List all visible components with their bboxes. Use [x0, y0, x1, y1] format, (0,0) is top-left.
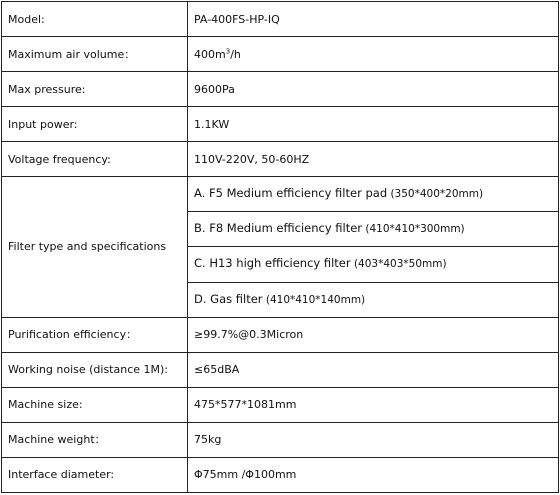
label-purification-efficiency: Purification efficiency：	[2, 317, 188, 352]
filter-a-spec: (350*400*20mm)	[387, 188, 484, 201]
value-working-noise: ≤65dBA	[188, 352, 559, 387]
filter-a-name: A. F5 Medium efficiency filter pad	[194, 186, 388, 201]
filter-d-name: D. Gas filter	[194, 291, 263, 306]
table-row-air-volume	[2, 37, 559, 72]
label-filter-type: Filter type and specifications	[2, 177, 188, 317]
value-model: PA-400FS-HP-IQ	[188, 2, 559, 37]
value-filter-c	[188, 247, 559, 282]
value-filter-b	[188, 212, 559, 247]
table-row-interface-diameter	[2, 457, 559, 492]
value-filter-d	[188, 282, 559, 317]
value-input-power: 1.1KW	[188, 107, 559, 142]
table-row-input-power	[2, 107, 559, 142]
value-air-volume	[188, 37, 559, 72]
table-row-machine-weight	[2, 422, 559, 457]
label-voltage-frequency: Voltage frequency:	[2, 142, 188, 177]
label-interface-diameter: Interface diameter:	[2, 457, 188, 492]
table-row-machine-size	[2, 387, 559, 422]
table-row-voltage-frequency	[2, 142, 559, 177]
table-row-purification-efficiency	[2, 317, 559, 352]
table-row-max-pressure	[2, 72, 559, 107]
air-volume-unit: /h	[230, 47, 241, 61]
table-row-filter-a	[2, 177, 559, 212]
value-interface-diameter: Φ75mm /Φ100mm	[188, 457, 559, 492]
label-working-noise: Working noise (distance 1M):	[2, 352, 188, 387]
label-max-pressure: Max pressure:	[2, 72, 188, 107]
filter-b-name: B. F8 Medium efficiency filter	[194, 221, 363, 236]
value-machine-weight: 75kg	[188, 422, 559, 457]
value-purification-efficiency: ≥99.7%@0.3Micron	[188, 317, 559, 352]
filter-c-spec: (403*403*50mm)	[350, 258, 447, 271]
value-max-pressure: 9600Pa	[188, 72, 559, 107]
air-volume-number: 400m	[194, 47, 226, 61]
label-air-volume: Maximum air volume：	[2, 37, 188, 72]
label-input-power: Input power:	[2, 107, 188, 142]
value-voltage-frequency: 110V-220V, 50-60HZ	[188, 142, 559, 177]
air-volume-exponent: 3	[225, 46, 231, 55]
value-machine-size: 475*577*1081mm	[188, 387, 559, 422]
label-machine-weight: Machine weight：	[2, 422, 188, 457]
label-model: Model:	[2, 2, 188, 37]
value-filter-a	[188, 177, 559, 212]
filter-b-spec: (410*410*300mm)	[362, 223, 465, 236]
table-row-model	[2, 2, 559, 37]
spec-table	[1, 1, 559, 493]
label-machine-size: Machine size:	[2, 387, 188, 422]
filter-c-name: C. H13 high efficiency filter	[194, 256, 351, 271]
table-row-working-noise	[2, 352, 559, 387]
filter-d-spec: (410*410*140mm)	[262, 293, 366, 306]
